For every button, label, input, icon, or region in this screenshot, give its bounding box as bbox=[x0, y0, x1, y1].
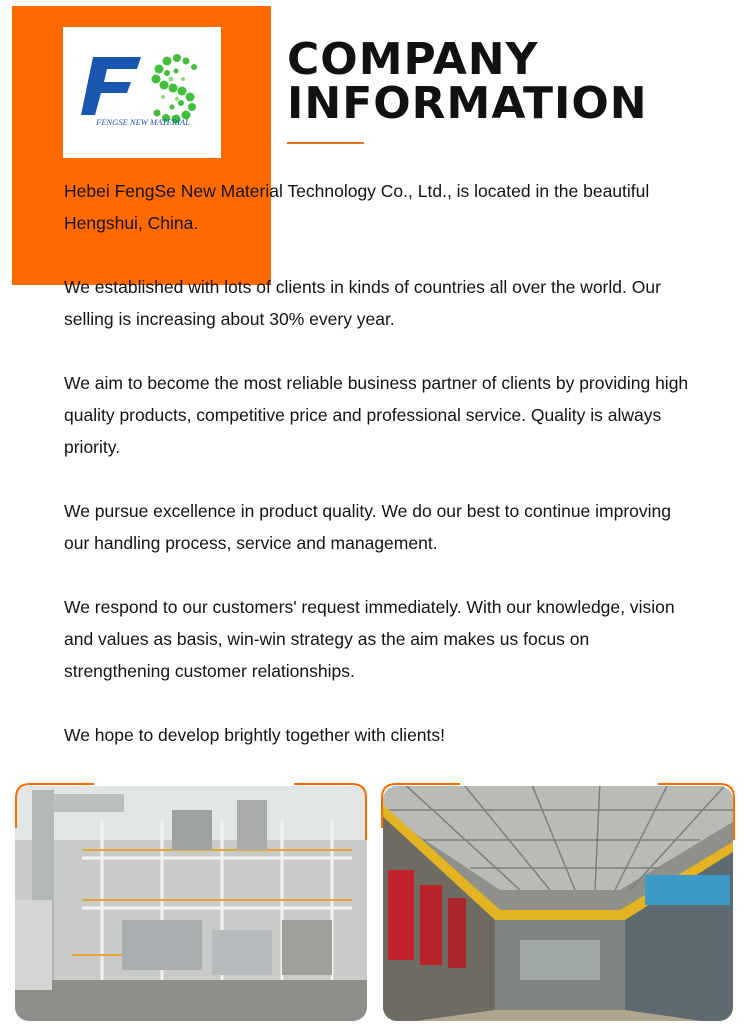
factory-photo-production-line bbox=[12, 780, 370, 1026]
page-title-line2: INFORMATION bbox=[287, 78, 648, 129]
paragraph-response: We respond to our customers' request immediately. With our knowledge, vision and values as basis, win-win strategy as the aim makes us focus on strengthening customer relationships. bbox=[64, 597, 675, 681]
page-title-line1: COMPANY bbox=[287, 34, 539, 85]
company-description bbox=[64, 175, 694, 783]
title-underline bbox=[287, 142, 364, 144]
page-title bbox=[287, 34, 648, 129]
paragraph-closing: We hope to develop brightly together with clients! bbox=[64, 725, 446, 745]
logo-tagline: FENGSE NEW MATERIAL bbox=[96, 117, 190, 127]
company-logo bbox=[63, 27, 221, 158]
paragraph-location: Hebei FengSe New Material Technology Co., Ltd., is located in the beautiful Hengshui, China. bbox=[64, 181, 650, 233]
paragraph-clients: We established with lots of clients in kinds of countries all over the world. Our selling is increasing about 30% every year. bbox=[64, 277, 661, 329]
paragraph-quality: We pursue excellence in product quality. We do our best to continue improving our handling process, service and management. bbox=[64, 501, 672, 553]
factory-photo-workshop bbox=[380, 780, 736, 1026]
paragraph-aim: We aim to become the most reliable business partner of clients by providing high quality products, competitive price and professional service. Quality is always priority. bbox=[64, 373, 689, 457]
fs-logo-icon bbox=[63, 27, 221, 158]
